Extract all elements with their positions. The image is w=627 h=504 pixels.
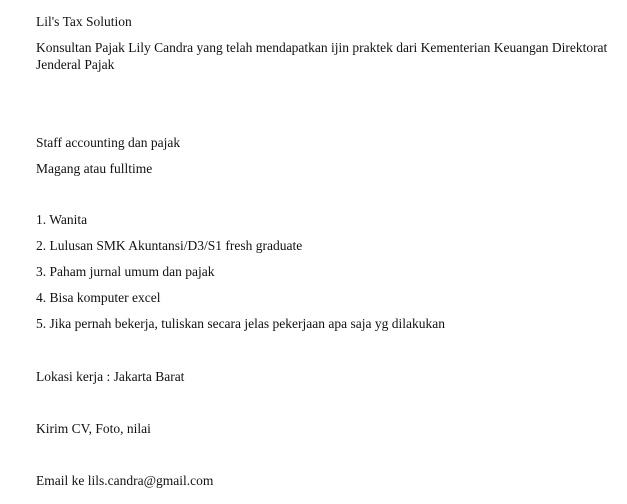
requirement-item-5: 5. Jika pernah bekerja, tuliskan secara jelas pekerjaan apa saja yg dilakukan <box>36 316 445 331</box>
requirement-item-4: 4. Bisa komputer excel <box>36 290 161 305</box>
requirement-item-3: 3. Paham jurnal umum dan pajak <box>36 264 215 279</box>
company-name: Lil's Tax Solution <box>36 14 132 29</box>
work-location: Lokasi kerja : Jakarta Barat <box>36 369 185 384</box>
employment-type: Magang atau fulltime <box>36 161 153 176</box>
requirement-item-1: 1. Wanita <box>36 212 88 227</box>
position-title: Staff accounting dan pajak <box>36 135 181 150</box>
email-line: Email ke lils.candra@gmail.com <box>36 473 214 488</box>
company-description: Konsultan Pajak Lily Candra yang telah mendapatkan ijin praktek dari Kementerian Keuangan Direktorat Jenderal Pajak <box>36 40 608 72</box>
send-items: Kirim CV, Foto, nilai <box>36 421 151 436</box>
requirement-item-2: 2. Lulusan SMK Akuntansi/D3/S1 fresh graduate <box>36 238 303 253</box>
